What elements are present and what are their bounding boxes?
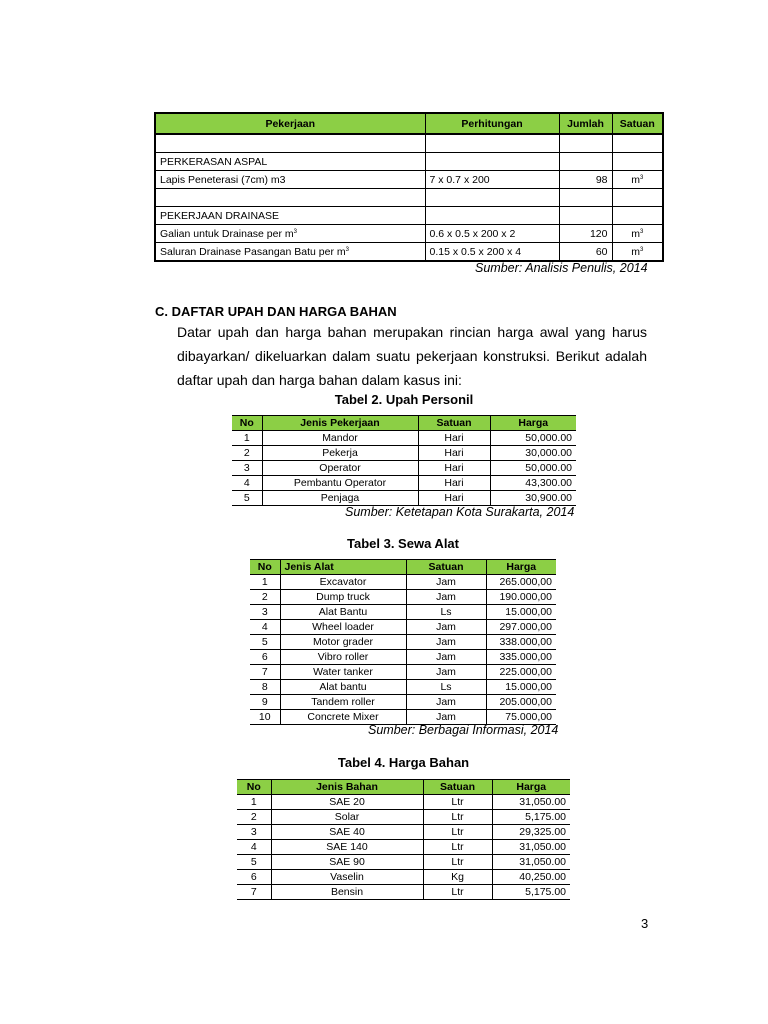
table-header-row: [155, 113, 663, 134]
column-header: Satuan: [612, 113, 663, 134]
cell: [612, 189, 663, 207]
cell: 7: [250, 665, 280, 680]
table-row: [232, 431, 576, 446]
table-row: [250, 650, 556, 665]
cell: 1: [232, 431, 262, 446]
cell: Ls: [406, 680, 486, 695]
table-row: [250, 590, 556, 605]
cell: 4: [232, 476, 262, 491]
cell: 297.000,00: [486, 620, 556, 635]
table-header-row: [250, 560, 556, 575]
cell: [612, 225, 663, 243]
wage-table: [232, 415, 576, 506]
table4-title: Tabel 4. Harga Bahan: [337, 755, 470, 770]
cell: 3: [250, 605, 280, 620]
unit-text: m: [631, 245, 640, 258]
cell: [425, 134, 559, 153]
cell: Alat bantu: [280, 680, 406, 695]
cell: Excavator: [280, 575, 406, 590]
cell: [559, 189, 612, 207]
cell: 30,900.00: [490, 491, 576, 506]
cell: 10: [250, 710, 280, 725]
cell: Ltr: [423, 855, 492, 870]
cell: 31,050.00: [492, 795, 570, 810]
cell: 0.6 x 0.5 x 200 x 2: [425, 225, 559, 243]
cell: Jam: [406, 590, 486, 605]
column-header: Harga: [492, 780, 570, 795]
cell: Concrete Mixer: [280, 710, 406, 725]
cell: PERKERASAN ASPAL: [155, 153, 425, 171]
unit-text: m: [631, 227, 640, 240]
table-row: [250, 680, 556, 695]
material-price-table: [237, 779, 570, 900]
column-header: Jenis Bahan: [271, 780, 423, 795]
cell: [612, 134, 663, 153]
cell: 6: [237, 870, 271, 885]
cell: 9: [250, 695, 280, 710]
table-row: [237, 825, 570, 840]
table-row: [250, 695, 556, 710]
cell: [559, 207, 612, 225]
cell: 2: [237, 810, 271, 825]
cell: 265.000,00: [486, 575, 556, 590]
cell: 98: [559, 171, 612, 189]
table-row: [232, 476, 576, 491]
cell: 31,050.00: [492, 840, 570, 855]
cell: 0.15 x 0.5 x 200 x 4: [425, 243, 559, 262]
cell: Hari: [418, 461, 490, 476]
section-paragraph: Datar upah dan harga bahan merupakan rincian harga awal yang harus dibayarkan/ dikeluarkan dalam suatu pekerjaan konstruksi. Berikut adalah daftar upah dan harga bahan dalam kasus ini:: [177, 324, 647, 388]
cell: Jam: [406, 575, 486, 590]
column-header: Jumlah: [559, 113, 612, 134]
cell: 43,300.00: [490, 476, 576, 491]
cell: Motor grader: [280, 635, 406, 650]
table-row: [250, 620, 556, 635]
cell: 5: [250, 635, 280, 650]
table-row: [237, 885, 570, 900]
table-row: [237, 810, 570, 825]
column-header: Jenis Pekerjaan: [262, 416, 418, 431]
equipment-rental-table: [250, 559, 556, 725]
table3-source: Sumber: Berbagai Informasi, 2014: [368, 723, 559, 737]
table-row: [155, 153, 663, 171]
cell: [612, 207, 663, 225]
cell: Operator: [262, 461, 418, 476]
table-row: [250, 575, 556, 590]
cell: Tandem roller: [280, 695, 406, 710]
cell: Ltr: [423, 825, 492, 840]
cell: [425, 189, 559, 207]
cell: Ltr: [423, 810, 492, 825]
table-row: [155, 189, 663, 207]
column-header: Perhitungan: [425, 113, 559, 134]
cell: [612, 171, 663, 189]
table-row: [237, 795, 570, 810]
cell: Ls: [406, 605, 486, 620]
cell: 4: [250, 620, 280, 635]
cell: Water tanker: [280, 665, 406, 680]
cell: [155, 225, 425, 243]
column-header: Satuan: [423, 780, 492, 795]
cell: 50,000.00: [490, 461, 576, 476]
cell: Ltr: [423, 795, 492, 810]
cell: [155, 134, 425, 153]
cell: 50,000.00: [490, 431, 576, 446]
cell: 8: [250, 680, 280, 695]
cell: 7: [237, 885, 271, 900]
work-volume-table: [154, 112, 664, 262]
cell: Jam: [406, 710, 486, 725]
cell: 30,000.00: [490, 446, 576, 461]
cell: 5,175.00: [492, 810, 570, 825]
cell: SAE 140: [271, 840, 423, 855]
cell-text: Galian untuk Drainase per m: [160, 227, 294, 240]
cell: Jam: [406, 650, 486, 665]
cell: 335.000,00: [486, 650, 556, 665]
section-heading: C. DAFTAR UPAH DAN HARGA BAHAN: [155, 304, 397, 319]
cell: Kg: [423, 870, 492, 885]
cell: Penjaga: [262, 491, 418, 506]
cell: Solar: [271, 810, 423, 825]
cell: [155, 189, 425, 207]
cell: [425, 153, 559, 171]
cell: 5,175.00: [492, 885, 570, 900]
cell-text: Saluran Drainase Pasangan Batu per m: [160, 245, 346, 258]
cell: Wheel loader: [280, 620, 406, 635]
cell: 1: [237, 795, 271, 810]
table2-title: Tabel 2. Upah Personil: [334, 392, 474, 407]
cell: [612, 153, 663, 171]
column-header: Pekerjaan: [155, 113, 425, 134]
table-row: [250, 605, 556, 620]
cell: [425, 207, 559, 225]
cell: 2: [250, 590, 280, 605]
cell: Dump truck: [280, 590, 406, 605]
column-header: Jenis Alat: [280, 560, 406, 575]
table-row: [237, 870, 570, 885]
cell: 225.000,00: [486, 665, 556, 680]
cell: 40,250.00: [492, 870, 570, 885]
cell: 5: [232, 491, 262, 506]
cell: [612, 243, 663, 262]
cell: Bensin: [271, 885, 423, 900]
cell: 3: [232, 461, 262, 476]
cell: [559, 153, 612, 171]
cell: 1: [250, 575, 280, 590]
cell: 4: [237, 840, 271, 855]
cell-sup: 3: [293, 228, 297, 235]
unit-sup: 3: [639, 246, 644, 253]
table-header-row: [232, 416, 576, 431]
table-row: [155, 225, 663, 243]
table-row: [250, 665, 556, 680]
column-header: Satuan: [418, 416, 490, 431]
cell: 60: [559, 243, 612, 262]
cell: 3: [237, 825, 271, 840]
table-row: [155, 134, 663, 153]
table-row: [232, 446, 576, 461]
column-header: No: [237, 780, 271, 795]
table-row: [237, 840, 570, 855]
column-header: Harga: [486, 560, 556, 575]
cell: 15.000,00: [486, 680, 556, 695]
table-row: [232, 491, 576, 506]
cell: Ltr: [423, 840, 492, 855]
cell: Pembantu Operator: [262, 476, 418, 491]
cell: 2: [232, 446, 262, 461]
cell: Ltr: [423, 885, 492, 900]
cell: 6: [250, 650, 280, 665]
table2-source: Sumber: Ketetapan Kota Surakarta, 2014: [345, 505, 575, 519]
cell: Alat Bantu: [280, 605, 406, 620]
cell: Hari: [418, 431, 490, 446]
cell: 15.000,00: [486, 605, 556, 620]
cell-sup: 3: [345, 246, 349, 253]
unit-text: m: [631, 173, 640, 186]
cell: Hari: [418, 476, 490, 491]
table-row: [155, 243, 663, 262]
cell: [559, 134, 612, 153]
table-row: [250, 635, 556, 650]
cell: Jam: [406, 695, 486, 710]
cell: Mandor: [262, 431, 418, 446]
cell: SAE 40: [271, 825, 423, 840]
cell: SAE 20: [271, 795, 423, 810]
table1-source: Sumber: Analisis Penulis, 2014: [475, 261, 648, 275]
cell: [155, 243, 425, 262]
cell: Hari: [418, 491, 490, 506]
cell: 5: [237, 855, 271, 870]
cell: Jam: [406, 620, 486, 635]
cell: Jam: [406, 635, 486, 650]
cell: 29,325.00: [492, 825, 570, 840]
cell: Vaselin: [271, 870, 423, 885]
cell: Jam: [406, 665, 486, 680]
cell: 190.000,00: [486, 590, 556, 605]
cell: Pekerja: [262, 446, 418, 461]
cell: 31,050.00: [492, 855, 570, 870]
cell: 7 x 0.7 x 200: [425, 171, 559, 189]
table-row: [155, 207, 663, 225]
cell: SAE 90: [271, 855, 423, 870]
unit-sup: 3: [639, 228, 644, 235]
cell: Lapis Peneterasi (7cm) m3: [155, 171, 425, 189]
table-header-row: [237, 780, 570, 795]
column-header: No: [250, 560, 280, 575]
table-row: [232, 461, 576, 476]
unit-sup: 3: [639, 174, 644, 181]
column-header: Satuan: [406, 560, 486, 575]
table3-title: Tabel 3. Sewa Alat: [347, 536, 459, 551]
cell: 75.000,00: [486, 710, 556, 725]
column-header: No: [232, 416, 262, 431]
cell: Vibro roller: [280, 650, 406, 665]
table-row: [237, 855, 570, 870]
cell: 120: [559, 225, 612, 243]
cell: PEKERJAAN DRAINASE: [155, 207, 425, 225]
cell: 205.000,00: [486, 695, 556, 710]
table-row: [155, 171, 663, 189]
cell: 338.000,00: [486, 635, 556, 650]
cell: Hari: [418, 446, 490, 461]
page-number: 3: [641, 916, 649, 931]
column-header: Harga: [490, 416, 576, 431]
